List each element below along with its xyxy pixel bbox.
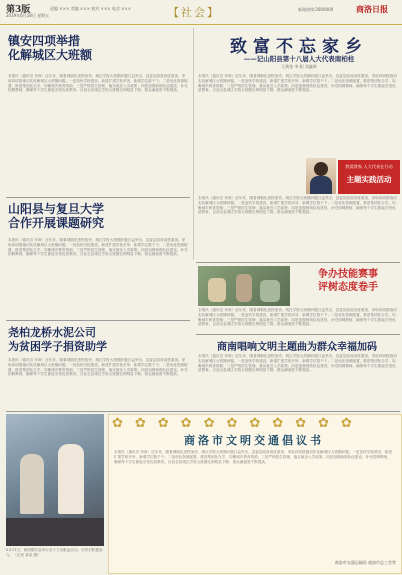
traffic-proposal-title: 商洛市文明交通倡议书 — [184, 434, 324, 447]
issue-date: 2019年6月28日 星期五 — [6, 13, 50, 18]
article-4-headline — [8, 326, 107, 354]
delegate-portrait — [306, 158, 336, 194]
article-4-body: 本报讯（通讯员 李涛）近年来，随着城镇化进程加快，城区学校大班额问题日益突出，县委县政府高度重视，采取四项措施切实化解城区大班额问题。一是加快学校建设，新建扩建学校多所，新增学位数千个；二是优化资源配置，推进集团化办学，均衡城乡教育资源；三是严格招生管理，落实就近入学政策；四是加强师资队伍建设，补充招聘教师，确保每个学生都能享受优质教育。目前全县城区学校大班额比例明显下降，群众满意度不断提高。 — [8, 358, 188, 377]
article-4-headline-line1: 尧柏龙桥水泥公司 — [8, 326, 96, 339]
article-1-headline-line1: 镇安四项举措 — [8, 34, 81, 48]
decorative-pattern: ✿✿✿✿✿✿✿✿✿✿✿ — [112, 416, 364, 431]
article-2-subtitle: ——记山阳县第十八届人大代表南柏柱 — [243, 55, 355, 63]
campaign-badge-line2: 主题实践活动 — [346, 175, 392, 184]
promo-body: 本报讯（通讯员 李涛）近年来，随着城镇化进程加快，城区学校大班额问题日益突出，县委县政府高度重视，采取四项措施切实化解城区大班额问题。一是加快学校建设，新建扩建学校多所，新增学位数千个；二是优化资源配置，推进集团化办学，均衡城乡教育资源；三是严格招生管理，落实就近入学政策；四是加强师资队伍建设，补充招聘教师，确保每个学生都能享受优质教育。目前全县城区学校大班额比例明显下降，群众满意度不断提高。 — [198, 308, 397, 327]
article-2-body: 本报讯（通讯员 李涛）近年来，随着城镇化进程加快，城区学校大班额问题日益突出，县委县政府高度重视，采取四项措施切实化解城区大班额问题。一是加快学校建设，新建扩建学校多所，新增学位数千个；二是优化资源配置，推进集团化办学，均衡城乡教育资源；三是严格招生管理，落实就近入学政策；四是加强师资队伍建设，补充招聘教师，确保每个学生都能享受优质教育。目前全县城区学校大班额比例明显下降，群众满意度不断提高。 — [198, 74, 397, 93]
divider-rule — [196, 334, 400, 335]
promo-headline-line1: 争办技能赛事 — [318, 269, 378, 280]
divider-rule — [6, 320, 190, 321]
promo-headline-line2: 评树态度卷手 — [318, 282, 378, 293]
article-3-headline — [8, 202, 104, 230]
article-5-body: 本报讯（通讯员 李涛）近年来，随着城镇化进程加快，城区学校大班额问题日益突出，县委县政府高度重视，采取四项措施切实化解城区大班额问题。一是加快学校建设，新建扩建学校多所，新增学位数千个；二是优化资源配置，推进集团化办学，均衡城乡教育资源；三是严格招生管理，落实就近入学政策；四是加强师资队伍建设，补充招聘教师，确保每个学生都能享受优质教育。目前全县城区学校大班额比例明显下降，群众满意度不断提高。 — [198, 354, 397, 373]
article-3-headline-line2: 合作开展课题研究 — [8, 216, 105, 230]
article-4-headline-line2: 为贫困学子捐资助学 — [8, 340, 107, 353]
editor-credits: 责编 ××× 美编 ××× 校对 ××× 电话 ××× — [50, 6, 132, 11]
article-5-headline: 商南唱响文明主题曲为群众幸福加码 — [217, 342, 377, 353]
promo-headline — [298, 268, 398, 294]
newspaper-logo: 商洛日报 — [356, 4, 388, 14]
divider-rule — [6, 197, 190, 198]
article-1-headline-line2: 化解城区大班额 — [8, 48, 93, 62]
divider-rule — [196, 262, 400, 263]
campaign-badge — [338, 160, 400, 194]
edition-number: 第3版 — [6, 5, 31, 15]
article-1-body: 本报讯（通讯员 李涛）近年来，随着城镇化进程加快，城区学校大班额问题日益突出，县委县政府高度重视，采取四项措施切实化解城区大班额问题。一是加快学校建设，新建扩建学校多所，新增学位数千个；二是优化资源配置，推进集团化办学，均衡城乡教育资源；三是严格招生管理，落实就近入学政策；四是加强师资队伍建设，补充招聘教师，确保每个学生都能享受优质教育。目前全县城区学校大班额比例明显下降，群众满意度不断提高。 — [8, 74, 188, 93]
divider-rule — [6, 411, 400, 412]
article-2-byline: 王黄金 李 阳 刘鑫晖 — [281, 64, 317, 69]
traffic-proposal-signature: 商洛市交通运输局 商洛市总工会等 — [334, 560, 396, 565]
training-photo — [198, 266, 290, 306]
section-title: 【社会】 — [168, 6, 220, 19]
news-photo — [6, 414, 104, 546]
article-1-headline — [8, 34, 92, 62]
hotline: 新闻热线:2000000 — [298, 7, 334, 12]
photo-caption: 6月21日，商洛镇安县举行亲子义务献血活动，市民们积极参与。（记者 某某 摄） — [6, 548, 103, 557]
masthead — [0, 0, 402, 25]
article-2-headline: 致富不忘家乡 — [230, 37, 368, 57]
traffic-proposal-body: 本报讯（通讯员 李涛）近年来，随着城镇化进程加快，城区学校大班额问题日益突出，县委县政府高度重视，采取四项措施切实化解城区大班额问题。一是加快学校建设，新建扩建学校多所，新增学位数千个；二是优化资源配置，推进集团化办学，均衡城乡教育资源；三是严格招生管理，落实就近入学政策；四是加强师资队伍建设，补充招聘教师，确保每个学生都能享受优质教育。目前全县城区学校大班额比例明显下降，群众满意度不断提高。 — [114, 450, 392, 464]
article-3-headline-line1: 山阳县与复旦大学 — [8, 202, 105, 216]
article-2-body-continued: 本报讯（通讯员 李涛）近年来，随着城镇化进程加快，城区学校大班额问题日益突出，县委县政府高度重视，采取四项措施切实化解城区大班额问题。一是加快学校建设，新建扩建学校多所，新增学位数千个；二是优化资源配置，推进集团化办学，均衡城乡教育资源；三是严格招生管理，落实就近入学政策；四是加强师资队伍建设，补充招聘教师，确保每个学生都能享受优质教育。目前全县城区学校大班额比例明显下降，群众满意度不断提高。 — [198, 196, 397, 215]
campaign-badge-line1: 我爱我家 人大代表在行动 — [345, 164, 393, 169]
article-3-body: 本报讯（通讯员 李涛）近年来，随着城镇化进程加快，城区学校大班额问题日益突出，县委县政府高度重视，采取四项措施切实化解城区大班额问题。一是加快学校建设，新建扩建学校多所，新增学位数千个；二是优化资源配置，推进集团化办学，均衡城乡教育资源；三是严格招生管理，落实就近入学政策；四是加强师资队伍建设，补充招聘教师，确保每个学生都能享受优质教育。目前全县城区学校大班额比例明显下降，群众满意度不断提高。 — [8, 238, 188, 257]
column-divider — [193, 28, 194, 260]
